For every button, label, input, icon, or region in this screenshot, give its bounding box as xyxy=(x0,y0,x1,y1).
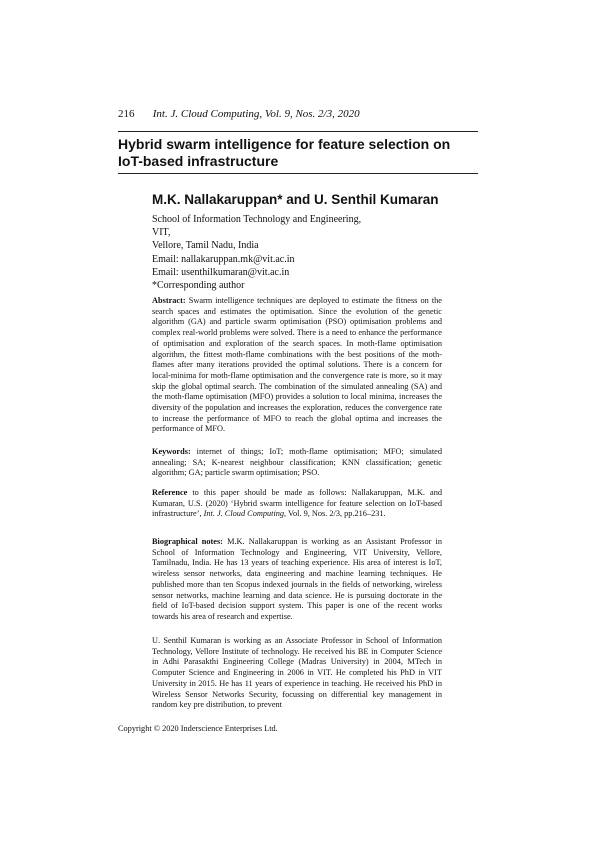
affiliation-block xyxy=(152,213,478,292)
title-top-rule xyxy=(118,131,478,132)
abstract-label: Abstract: xyxy=(152,296,186,305)
affiliation-school: School of Information Technology and Engineering, xyxy=(152,214,362,225)
affiliation-location: Vellore, Tamil Nadu, India xyxy=(152,240,259,252)
page-number: 216 xyxy=(118,108,135,120)
author-email-2: Email: usenthilkumaran@vit.ac.in xyxy=(152,266,290,278)
keywords-text: internet of things; IoT; moth-flame optimisation; MFO; simulated annealing; SA; K-nearest neighbour classification; KNN classification; genetic algorithm; GA; particle swarm optimisation; PSO. xyxy=(152,447,443,478)
biographical-notes-2 xyxy=(152,636,442,711)
copyright-notice: Copyright © 2020 Inderscience Enterprises Ltd. xyxy=(118,724,278,733)
abstract xyxy=(152,296,442,435)
journal-citation: Int. J. Cloud Computing, Vol. 9, Nos. 2/3, 2020 xyxy=(152,108,360,120)
bio-label: Biographical notes: xyxy=(152,537,223,546)
abstract-text: Swarm intelligence techniques are deployed to estimate the fitness on the search spaces and estimates the optimisation. Since the evolution of the genetic algorithm (GA) and particle swarm optimisation (PSO) optimisation problems and complex real-world problems were solved. There is a need to enhance the performance of optimisation and exploration of the search spaces. In moth-flame optimisation algorithm, the fittest moth-flame combinations with the best positions of the moth-flames after many iterations provided the optimal solutions. There is a concern for local-minima for moth-flame optimisation and the convergence rate is more, so it may skip the global optimal search. The combination of the simulated annealing (SA) and the moth-flame optimisation (MFO) provides a solution to local minima, increases the diversity of the population and increases the exploration, reduces the convergence rate to increase the performance of MFO to reach the global optima and increases the performance of MFO. xyxy=(152,296,442,434)
title-bottom-rule xyxy=(118,173,478,174)
running-head xyxy=(118,108,360,120)
author-list: M.K. Nallakaruppan* and U. Senthil Kumaran xyxy=(152,192,439,207)
reference-text: to this paper should be made as follows: Nallakaruppan, M.K. and Kumaran, U.S. (2020) ‘Hybrid swarm intelligence for feature selection on IoT-based infrastructure’, xyxy=(152,488,442,519)
corresponding-author-note: *Corresponding author xyxy=(152,280,245,292)
reference-journal: Int. J. Cloud Computing xyxy=(203,509,285,519)
reference-label: Reference xyxy=(152,488,188,497)
bio-text-2: U. Senthil Kumaran is working as an Associate Professor in School of Information Technology, Vellore Institute of technology. He received his BE in Computer Science in Adhi Parasakthi Engineering College (Madras University) in 2004, MTech in Computer Science and Engineering in 2006 in VIT. He completed his PhD in VIT University in 2015. He has 11 years of experience in teaching. He received his PhD in Wireless Sensor Networks Security, focussing on differential key management in random key pre distribution, to prevent xyxy=(152,636,442,710)
bio-text-1: M.K. Nallakaruppan is working as an Assistant Professor in School of Information Technology and Engineering, VIT University, Vellore, Tamilnadu, India. He has 13 years of teaching experience. His area of interest is IoT, wireless sensor networks, data engineering and machine learning techniques. He published more than ten Scopus indexed journals in the fields of networking, wireless sensor networks, machine learning and data science. He is pursuing doctorate in the field of IoT-based decision support system. This paper is one of the recent works towards his area of research and expertise. xyxy=(152,537,443,621)
paper-title: Hybrid swarm intelligence for feature selection on IoT-based infrastructure xyxy=(118,136,451,169)
biographical-notes xyxy=(152,537,442,623)
author-email-1: Email: nallakaruppan.mk@vit.ac.in xyxy=(152,253,295,265)
reference-note xyxy=(152,488,442,520)
reference-volume: , Vol. 9, Nos. 2/3, pp.216–231. xyxy=(284,509,386,519)
keywords xyxy=(152,447,442,479)
keywords-label: Keywords: xyxy=(152,447,191,456)
affiliation-institution: VIT, xyxy=(152,227,171,239)
